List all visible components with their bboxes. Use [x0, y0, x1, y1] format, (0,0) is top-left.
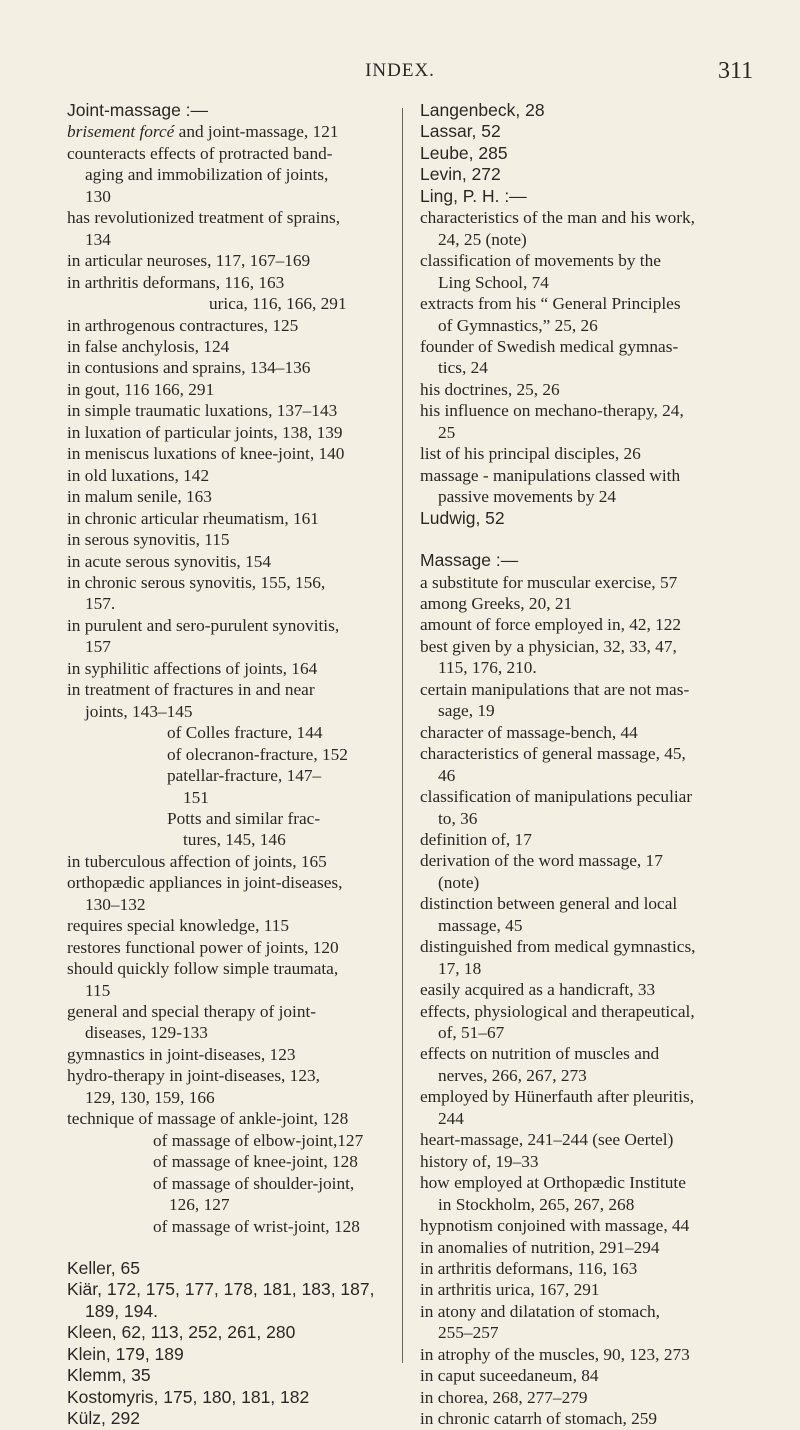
index-entry: 17, 18 — [438, 958, 482, 978]
index-entry: in anomalies of nutrition, 291–294 — [420, 1237, 660, 1257]
index-entry: heart-massage, 241–244 (see Oertel) — [420, 1130, 674, 1150]
index-entry: of massage of knee-joint, 128 — [153, 1152, 358, 1172]
index-entry: amount of force employed in, 42, 122 — [420, 615, 682, 635]
index-entry: aging and immobilization of joints, — [85, 165, 329, 185]
index-entry: 46 — [438, 765, 456, 785]
index-entry: requires special knowledge, 115 — [67, 916, 290, 936]
index-entry: among Greeks, 20, 21 — [420, 593, 573, 613]
index-entry: of massage of wrist-joint, 128 — [153, 1216, 360, 1236]
column-divider — [402, 108, 403, 1363]
index-entry: has revolutionized treatment of sprains, — [67, 208, 341, 228]
index-entry: in luxation of particular joints, 138, 139 — [67, 422, 343, 442]
index-entry: of, 51–67 — [438, 1023, 505, 1043]
index-entry: how employed at Orthopædic Institute — [420, 1173, 686, 1193]
index-entry: tics, 24 — [438, 358, 488, 378]
index-entry: massage, 45 — [438, 915, 523, 935]
index-entry: in atrophy of the muscles, 90, 123, 273 — [420, 1344, 690, 1364]
index-entry: of massage of elbow-joint,127 — [153, 1130, 364, 1150]
index-entry: in old luxations, 142 — [67, 465, 210, 485]
index-entry — [67, 121, 387, 142]
index-entry: in chorea, 268, 277–279 — [420, 1387, 588, 1407]
index-entry: hydro-therapy in joint-diseases, 123, — [67, 1066, 320, 1086]
index-heading: Kostomyris, 175, 180, 181, 182 — [67, 1386, 310, 1407]
index-entry: restores functional power of joints, 120 — [67, 937, 339, 957]
index-entry: gymnastics in joint-diseases, 123 — [67, 1044, 296, 1064]
index-entry: Ling School, 74 — [438, 272, 549, 292]
right-column — [420, 100, 740, 1430]
index-entry: orthopædic appliances in joint-diseases, — [67, 873, 343, 893]
index-entry: in Stockholm, 265, 267, 268 — [438, 1194, 635, 1214]
index-entry: in articular neuroses, 117, 167–169 — [67, 251, 311, 271]
index-entry: in caput suceedaneum, 84 — [420, 1366, 599, 1386]
index-entry: 157 — [85, 637, 111, 657]
index-entry: history of, 19–33 — [420, 1151, 539, 1171]
index-entry: 115 — [85, 980, 111, 1000]
index-entry: character of massage-bench, 44 — [420, 722, 638, 742]
index-entry: in chronic articular rheumatism, 161 — [67, 508, 319, 528]
index-entry: (note) — [438, 872, 480, 892]
index-entry: 126, 127 — [169, 1195, 230, 1215]
index-entry: nerves, 266, 267, 273 — [438, 1065, 587, 1085]
index-heading: Klemm, 35 — [67, 1365, 151, 1386]
index-entry: of Gymnastics,” 25, 26 — [438, 315, 598, 335]
index-entry: distinction between general and local — [420, 894, 678, 914]
index-entry: best given by a physician, 32, 33, 47, — [420, 636, 677, 656]
index-entry: effects, physiological and therapeutical, — [420, 1001, 695, 1021]
index-entry: founder of Swedish medical gymnas- — [420, 336, 679, 356]
index-entry: in false anchylosis, 124 — [67, 336, 230, 356]
index-entry: 130–132 — [85, 894, 146, 914]
index-entry: 151 — [183, 787, 209, 807]
index-entry: in arthrogenous contractures, 125 — [67, 315, 299, 335]
index-entry: in arthritis deformans, 116, 163 — [67, 272, 285, 292]
index-entry: classification of manipulations peculiar — [420, 787, 693, 807]
index-entry: certain manipulations that are not mas- — [420, 679, 690, 699]
index-entry: list of his principal disciples, 26 — [420, 444, 641, 464]
index-heading: Külz, 292 — [67, 1408, 140, 1429]
index-entry: of olecranon-fracture, 152 — [167, 744, 348, 764]
index-entry: 157. — [85, 594, 116, 614]
index-heading: Lassar, 52 — [420, 121, 501, 142]
index-heading: Ludwig, 52 — [420, 507, 505, 528]
index-entry: in contusions and sprains, 134–136 — [67, 358, 311, 378]
index-entry: 134 — [85, 229, 111, 249]
index-entry: in simple traumatic luxations, 137–143 — [67, 401, 338, 421]
index-entry: hypnotism conjoined with massage, 44 — [420, 1216, 690, 1236]
spacer — [67, 1237, 387, 1258]
index-heading: Klein, 179, 189 — [67, 1343, 184, 1364]
index-entry: effects on nutrition of muscles and — [420, 1044, 660, 1064]
index-heading: Joint-massage :— — [67, 100, 209, 120]
index-entry: in chronic catarrh of stomach, 259 — [420, 1409, 658, 1429]
spacer — [420, 529, 740, 550]
index-entry: general and special therapy of joint- — [67, 1002, 317, 1022]
entry-text: and joint-massage, 121 — [174, 122, 339, 142]
index-entry: of Colles fracture, 144 — [167, 723, 323, 743]
index-entry: employed by Hünerfauth after pleuritis, — [420, 1087, 695, 1107]
index-entry: in meniscus luxations of knee-joint, 140 — [67, 444, 345, 464]
index-entry: derivation of the word massage, 17 — [420, 851, 663, 871]
index-entry: a substitute for muscular exercise, 57 — [420, 572, 678, 592]
index-entry: technique of massage of ankle-joint, 128 — [67, 1109, 349, 1129]
left-column — [67, 100, 387, 1430]
index-entry: 115, 176, 210. — [438, 658, 537, 678]
index-entry: easily acquired as a handicraft, 33 — [420, 980, 656, 1000]
index-entry: should quickly follow simple traumata, — [67, 959, 339, 979]
index-entry: in arthritis urica, 167, 291 — [420, 1280, 600, 1300]
index-entry: in tuberculous affection of joints, 165 — [67, 851, 327, 871]
index-entry: counteracts effects of protracted band- — [67, 143, 333, 163]
index-entry: urica, 116, 166, 291 — [209, 294, 347, 314]
index-entry: patellar-fracture, 147– — [167, 766, 322, 786]
index-entry: 255–257 — [438, 1323, 499, 1343]
index-heading: Leube, 285 — [420, 142, 508, 163]
index-entry: in chronic serous synovitis, 155, 156, — [67, 572, 326, 592]
index-entry: his doctrines, 25, 26 — [420, 379, 560, 399]
index-entry: in acute serous synovitis, 154 — [67, 551, 271, 571]
index-entry: massage - manipulations classed with — [420, 465, 681, 485]
index-entry: sage, 19 — [438, 701, 495, 721]
index-entry: in treatment of fractures in and near — [67, 680, 315, 700]
page-number: 311 — [718, 58, 754, 84]
index-entry: diseases, 129-133 — [85, 1023, 208, 1043]
index-entry: 129, 130, 159, 166 — [85, 1087, 215, 1107]
index-entry: characteristics of general massage, 45, — [420, 744, 686, 764]
index-entry: definition of, 17 — [420, 829, 532, 849]
index-heading: Ling, P. H. :— — [420, 185, 527, 206]
index-heading: Levin, 272 — [420, 164, 501, 185]
index-entry: 24, 25 (note) — [438, 229, 527, 249]
index-entry: tures, 145, 146 — [183, 830, 286, 850]
index-entry: 130 — [85, 186, 111, 206]
index-heading: Kiär, 172, 175, 177, 178, 181, 183, 187, — [67, 1279, 375, 1300]
index-heading: Langenbeck, 28 — [420, 100, 545, 120]
index-entry: to, 36 — [438, 808, 478, 828]
running-head: INDEX. — [365, 60, 435, 81]
index-entry: joints, 143–145 — [85, 701, 193, 721]
index-entry: his influence on mechano-therapy, 24, — [420, 401, 684, 421]
index-heading: Kleen, 62, 113, 252, 261, 280 — [67, 1322, 296, 1343]
index-entry: distinguished from medical gymnastics, — [420, 937, 696, 957]
index-entry: classification of movements by the — [420, 251, 661, 271]
index-entry: in syphilitic affections of joints, 164 — [67, 658, 318, 678]
index-entry: in malum senile, 163 — [67, 487, 212, 507]
index-entry: extracts from his “ General Principles — [420, 294, 681, 314]
index-heading: Keller, 65 — [67, 1258, 140, 1279]
index-entry: in serous synovitis, 115 — [67, 530, 230, 550]
index-entry: in arthritis deformans, 116, 163 — [420, 1259, 638, 1279]
index-entry: characteristics of the man and his work, — [420, 208, 695, 228]
index-heading: Massage :— — [420, 550, 519, 571]
index-entry: 244 — [438, 1108, 464, 1128]
index-entry: in atony and dilatation of stomach, — [420, 1301, 660, 1321]
index-entry: 25 — [438, 422, 456, 442]
index-entry: passive movements by 24 — [438, 487, 617, 507]
entry-italic: brisement forcé — [67, 122, 175, 142]
index-entry: in purulent and sero-purulent synovitis, — [67, 615, 340, 635]
index-entry: of massage of shoulder-joint, — [153, 1173, 355, 1193]
index-entry: in gout, 116 166, 291 — [67, 379, 215, 399]
index-entry: Potts and similar frac- — [167, 808, 321, 828]
index-heading: 189, 194. — [85, 1300, 158, 1321]
